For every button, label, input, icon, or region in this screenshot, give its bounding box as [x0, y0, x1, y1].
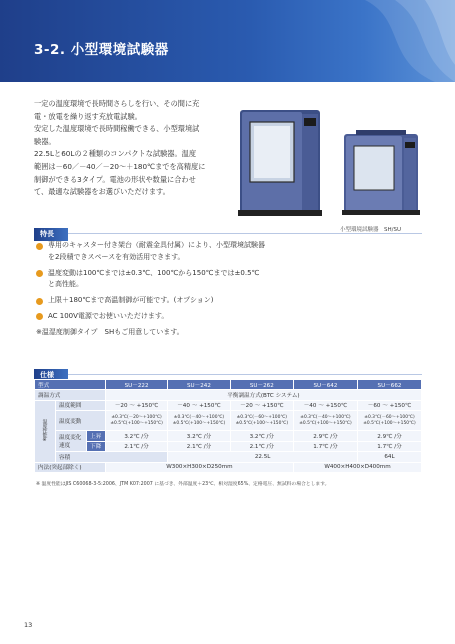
- bullet-icon: [36, 298, 43, 305]
- row-label: 内法(突起部除く): [35, 462, 106, 473]
- rate-down-cell: 2.1℃ /分: [230, 441, 293, 452]
- fluct-cell: [105, 411, 167, 431]
- volume-small: 22.5L: [168, 452, 358, 463]
- row-label: 温度変化速度: [56, 431, 87, 452]
- table-row: [35, 431, 422, 442]
- feature-text: 温度変動は100℃までは±0.3℃、100℃から150℃までは±0.5℃と高性能。: [48, 268, 260, 289]
- feature-item: [36, 240, 266, 264]
- model-name: SU－662: [357, 380, 421, 390]
- fluct-line: ±0.3℃(－60～+100℃): [364, 414, 415, 420]
- rate-up-cell: 3.2℃ /分: [230, 431, 293, 442]
- table-row: [35, 411, 422, 431]
- intro-line: て、最適な試験器をお選びいただけます。: [34, 187, 170, 197]
- spec-heading: [34, 362, 422, 379]
- fluct-line: ±0.3℃(－20～+100℃): [111, 414, 162, 420]
- fluct-line: ±0.5℃(+100～+150℃): [299, 420, 352, 426]
- sub-label: 上昇: [86, 431, 105, 442]
- intro-line: 制御ができる3タイプ。電池の形状や数量に合わせ: [34, 174, 196, 184]
- model-name: SU－222: [105, 380, 167, 390]
- row-label: 温度範囲: [56, 400, 106, 411]
- rate-up-cell: 2.9℃ /分: [357, 431, 421, 442]
- range-cell: －60 ～ +150℃: [357, 400, 421, 411]
- intro-line: 験器。: [34, 136, 56, 146]
- sub-label: 下降: [86, 441, 105, 452]
- spec-table: [34, 379, 422, 473]
- perf-group-note: ※: [41, 437, 48, 443]
- feature-note: [36, 327, 266, 339]
- model-name: SU－642: [293, 380, 357, 390]
- table-row: [35, 400, 422, 411]
- intro-line: 22.5Lと60Lの２種類のコンパクトな試験器。温度: [34, 149, 197, 159]
- bullet-icon: [36, 243, 43, 250]
- feature-text: 上限＋180℃まで高温制御が可能です。(オプション): [48, 296, 214, 305]
- intro-line: 一定の温度環境で長時間さらしを行い、その間に充: [34, 99, 200, 108]
- feature-item: [36, 311, 266, 323]
- header-band: [0, 0, 455, 82]
- range-cell: －40 ～ +150℃: [168, 400, 230, 411]
- col-header-model: 型式: [35, 380, 106, 390]
- model-name: SU－242: [168, 380, 230, 390]
- features-heading: [34, 221, 422, 238]
- fluct-cell: [230, 411, 293, 431]
- row-label: 容積: [56, 452, 168, 463]
- fluct-line: ±0.5℃(+100～+150℃): [110, 420, 163, 426]
- fluct-line: ±0.3℃(－40～+100℃): [300, 414, 351, 420]
- table-row: [35, 441, 422, 452]
- table-row: [35, 390, 422, 401]
- perf-group-label: [35, 400, 56, 462]
- table-header-row: [35, 380, 422, 390]
- intro-line: 範囲は－60／－40／－20～＋180℃までを高精度に: [34, 161, 206, 171]
- fluct-line: ±0.5℃(+100～+150℃): [172, 420, 226, 426]
- feature-item: [36, 295, 266, 307]
- fluct-line: ±0.5℃(+100～+150℃): [235, 420, 289, 426]
- feature-text: 専用のキャスター付き架台（耐震金具付属）により、小型環境試験器を2段積できスペースを有効活用できます。: [48, 241, 265, 261]
- large-test-chamber-image: [238, 110, 322, 216]
- range-cell: －40 ～ +150℃: [293, 400, 357, 411]
- intro-line: 安定した温度環境で長時間稼働できる、小型環境試: [34, 124, 200, 134]
- fluct-cell: [293, 411, 357, 431]
- dims-small: W300×H300×D250mm: [105, 462, 293, 473]
- fluct-line: ±0.3℃(－40～+100℃): [173, 414, 225, 420]
- features-heading-label: 特長: [34, 228, 68, 241]
- rate-down-cell: 2.1℃ /分: [168, 441, 230, 452]
- feature-text: AC 100V電源でお使いいただけます。: [48, 311, 169, 320]
- rate-down-cell: 1.7℃ /分: [357, 441, 421, 452]
- table-row: [35, 452, 422, 463]
- range-cell: －20 ～ +150℃: [230, 400, 293, 411]
- product-photo: [232, 104, 422, 224]
- fluct-cell: [168, 411, 230, 431]
- perf-group-text: 温度性能: [41, 419, 48, 438]
- rate-up-cell: 3.2℃ /分: [105, 431, 167, 442]
- rate-up-cell: 2.9℃ /分: [293, 431, 357, 442]
- spec-heading-label: 仕様: [34, 369, 68, 382]
- dims-large: W400×H400×D400mm: [293, 462, 421, 473]
- method-value: 平衡調温方式(BTC システム): [105, 390, 421, 401]
- fluct-line: ±0.3℃(－60～+100℃): [236, 414, 288, 420]
- rate-down-cell: 1.7℃ /分: [293, 441, 357, 452]
- features-list: [36, 240, 266, 343]
- intro-text: [34, 98, 224, 199]
- bullet-icon: [36, 270, 43, 277]
- fluct-cell: [357, 411, 421, 431]
- row-label: 調温方式: [35, 390, 106, 401]
- feature-item: [36, 268, 266, 292]
- bullet-icon: [36, 313, 43, 320]
- page-title: 3-2. 小型環境試験器: [34, 42, 169, 58]
- rate-up-cell: 3.2℃ /分: [168, 431, 230, 442]
- table-row: [35, 462, 422, 473]
- small-test-chamber-image: [342, 130, 420, 215]
- row-label: 温度変動: [56, 411, 106, 431]
- range-cell: －20 ～ +150℃: [105, 400, 167, 411]
- feature-note-text: ※温湿度制御タイプ SHもご用意しています。: [36, 327, 184, 336]
- fluct-line: ±0.5℃(+100～+150℃): [363, 420, 416, 426]
- header-wave-graphic: [345, 0, 455, 82]
- volume-large: 64L: [357, 452, 421, 463]
- photo-caption: 小型環境試験器 SH/SU: [340, 227, 401, 233]
- spec-footnote: ※ 温度性能はJIS C60068-3-5:2006、JTM K07:2007 に基づき、外部温度＋23℃、相対湿度65%、定格電圧、無試料の場合とします。: [36, 482, 330, 487]
- intro-line: 電・放電を繰り返す充放電試験。: [34, 111, 142, 121]
- rate-down-cell: 2.1℃ /分: [105, 441, 167, 452]
- page-number: 13: [24, 621, 33, 629]
- model-name: SU－262: [230, 380, 293, 390]
